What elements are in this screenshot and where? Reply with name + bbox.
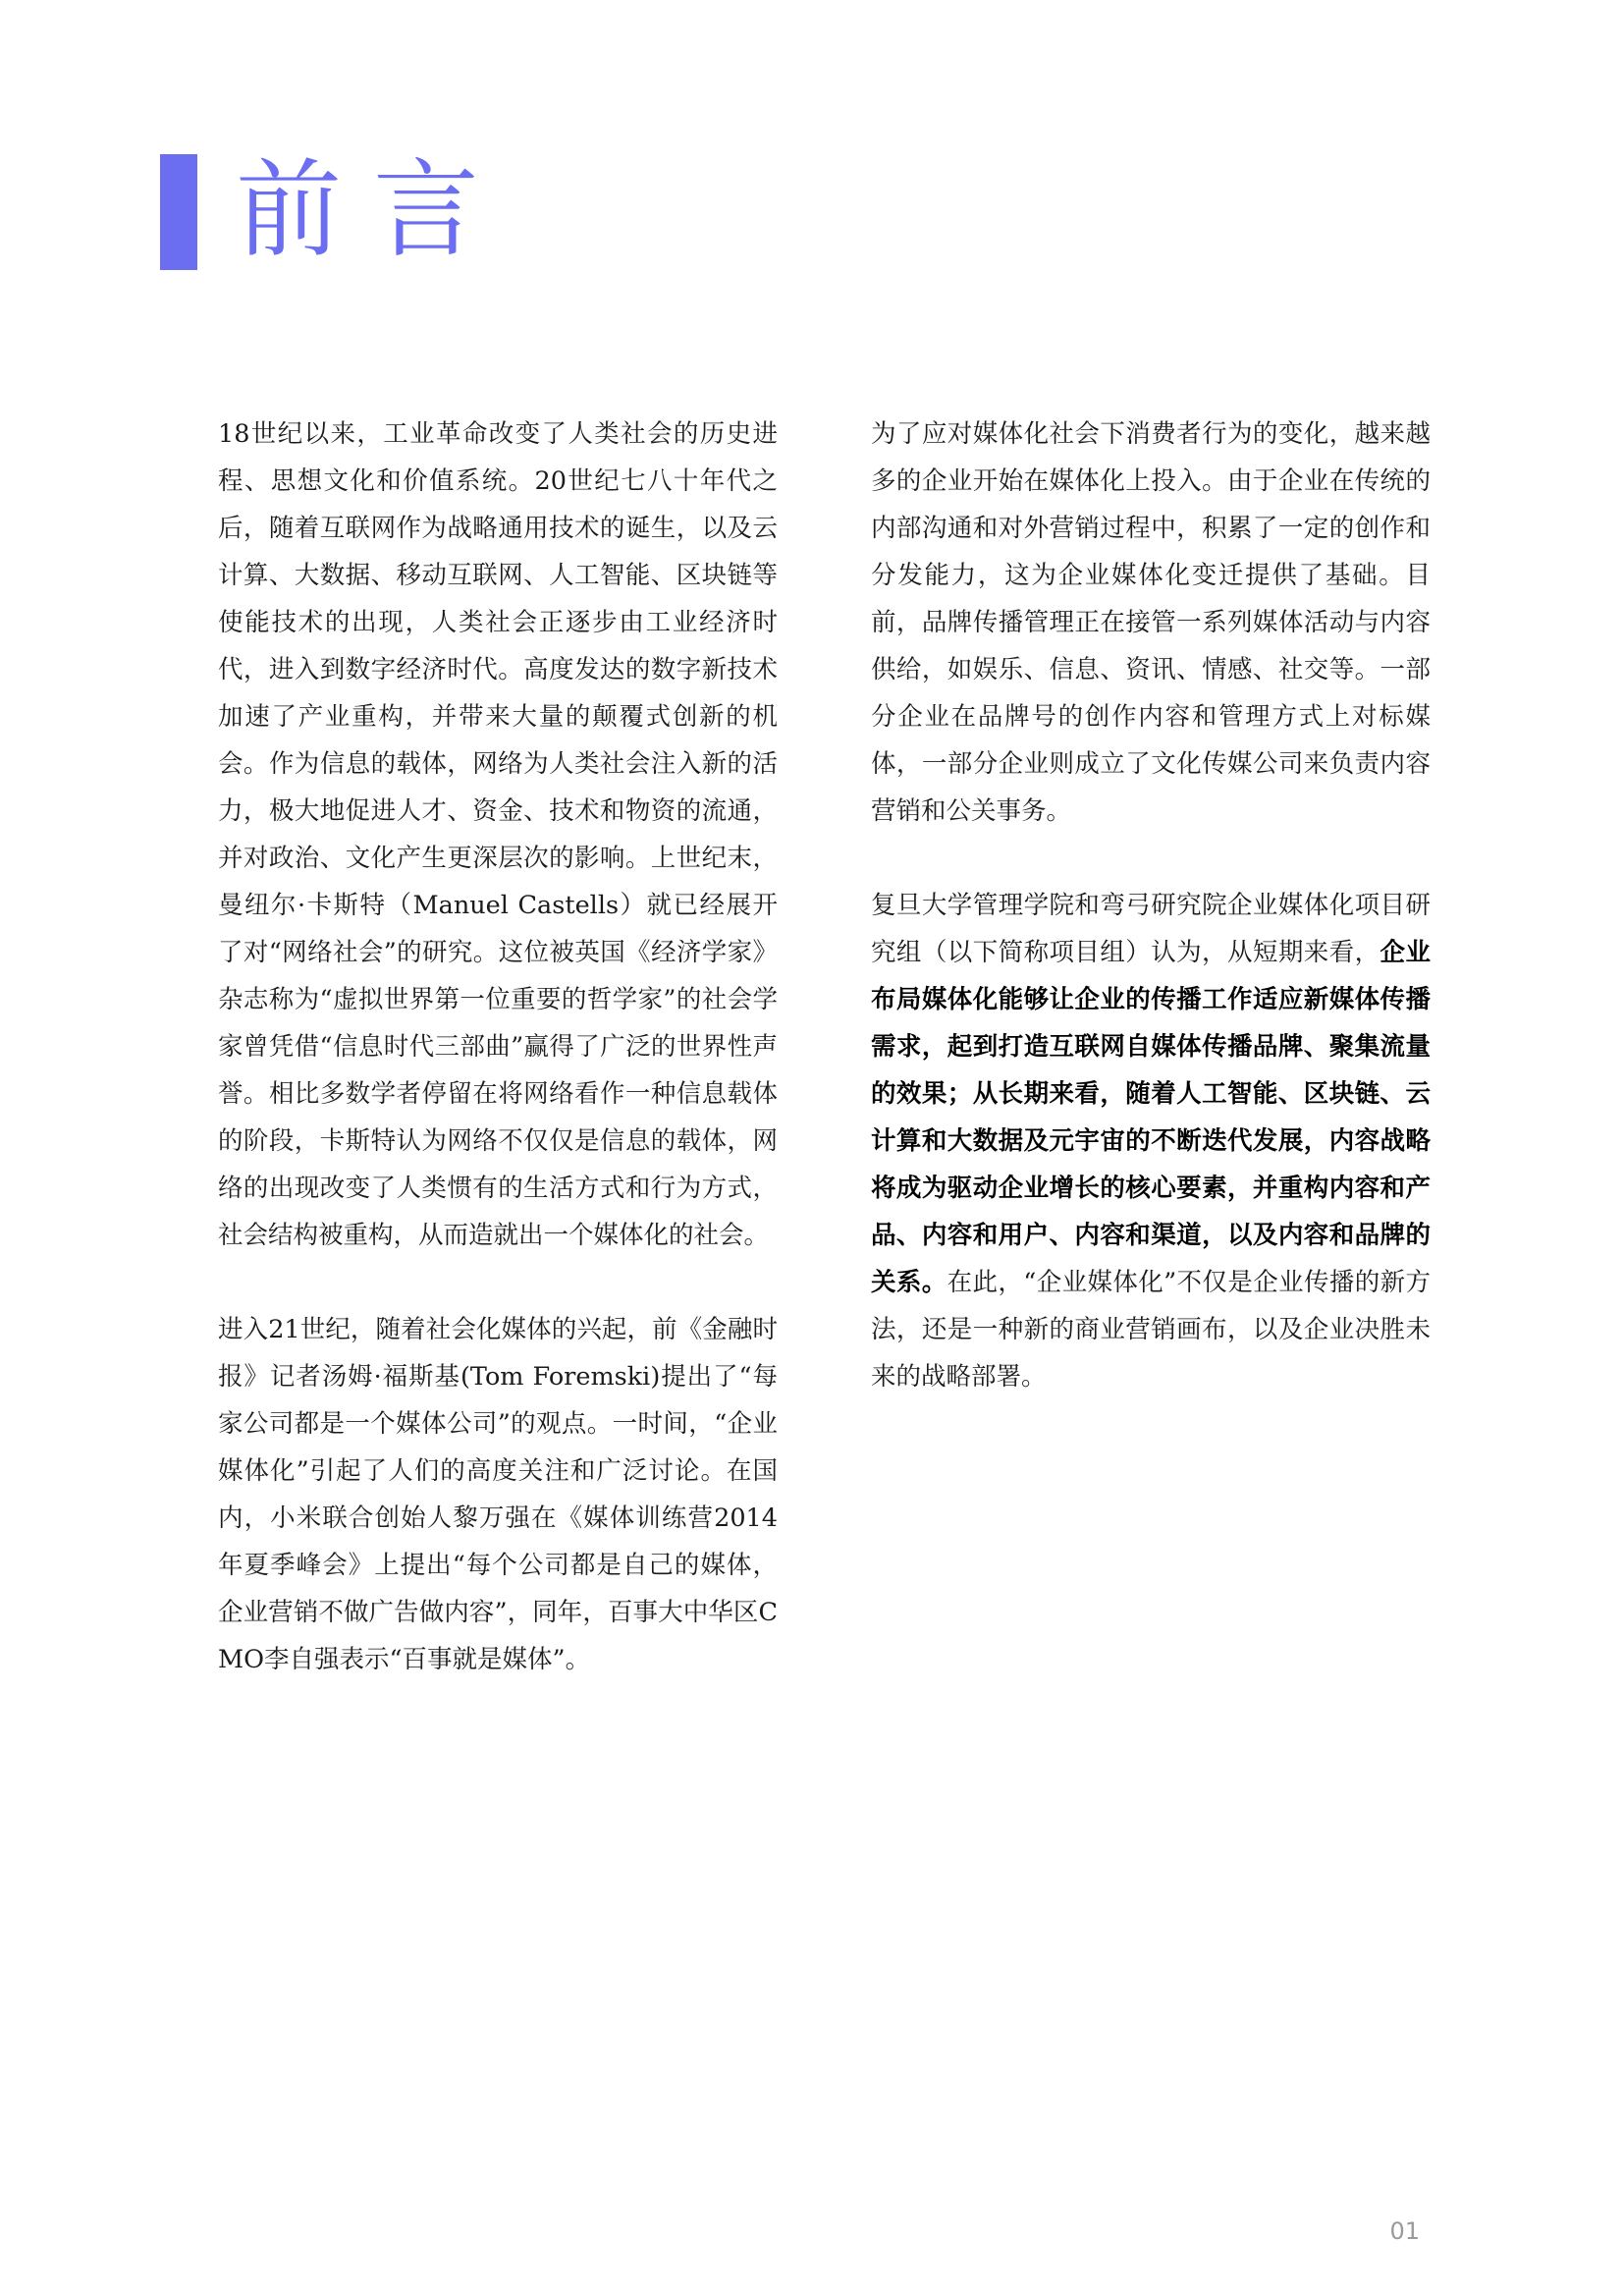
left-paragraph-2: 进入21世纪，随着社会化媒体的兴起，前《金融时报》记者汤姆·福斯基(Tom Foremski)提出了“每家公司都是一个媒体公司”的观点。一时间，“企业媒体化”引起了人们的高度关注和广泛讨论。在国内，小米联合创始人黎万强在《媒体训练营2014年夏季峰会》上提出“每个公司都是自己的媒体，企业营销不做广告做内容”，同年，百事大中华区CMO李自强表示“百事就是媒体”。 [218, 1315, 778, 1674]
right-paragraph-2-bold: 企业布局媒体化能够让企业的传播工作适应新媒体传播需求，起到打造互联网自媒体传播品牌、聚集流量的效果；从长期来看，随着人工智能、区块链、云计算和大数据及元宇宙的不断迭代发展，内容战略将成为驱动企业增长的核心要素，并重构内容和产品、内容和用户、内容和渠道，以及内容和品牌的关系。 [871, 938, 1431, 1297]
right-paragraph-2 [871, 882, 1431, 1400]
right-paragraph-2-intro: 复旦大学管理学院和弯弓研究院企业媒体化项目研究组（以下简称项目组）认为，从短期来看， [871, 891, 1431, 967]
right-column [871, 410, 1431, 1448]
right-paragraph-2-outro: 在此，“企业媒体化”不仅是企业传播的新方法，还是一种新的商业营销画布，以及企业决胜未来的战略部署。 [871, 1268, 1431, 1392]
title-accent-bar [160, 154, 197, 270]
page-title: 前言 [236, 149, 512, 272]
left-paragraph-1: 18世纪以来，工业革命改变了人类社会的历史进程、思想文化和价值系统。20世纪七八十年代之后，随着互联网作为战略通用技术的诞生，以及云计算、大数据、移动互联网、人工智能、区块链等使能技术的出现，人类社会正逐步由工业经济时代，进入到数字经济时代。高度发达的数字新技术加速了产业重构，并带来大量的颠覆式创新的机会。作为信息的载体，网络为人类社会注入新的活力，极大地促进人才、资金、技术和物资的流通，并对政治、文化产生更深层次的影响。上世纪末，曼纽尔·卡斯特（Manuel Castells）就已经展开了对“网络社会”的研究。这位被英国《经济学家》杂志称为“虚拟世界第一位重要的哲学家”的社会学家曾凭借“信息时代三部曲”赢得了广泛的世界性声誉。相比多数学者停留在将网络看作一种信息载体的阶段，卡斯特认为网络不仅仅是信息的载体，网络的出现改变了人类惯有的生活方式和行为方式，社会结构被重构，从而造就出一个媒体化的社会。 [218, 419, 778, 1250]
left-column [218, 410, 778, 1730]
right-paragraph-1: 为了应对媒体化社会下消费者行为的变化，越来越多的企业开始在媒体化上投入。由于企业在传统的内部沟通和对外营销过程中，积累了一定的创作和分发能力，这为企业媒体化变迁提供了基础。目前，品牌传播管理正在接管一系列媒体活动与内容供给，如娱乐、信息、资讯、情感、社交等。一部分企业在品牌号的创作内容和管理方式上对标媒体，一部分企业则成立了文化传媒公司来负责内容营销和公关事务。 [871, 419, 1431, 826]
page-number: 01 [1389, 2217, 1420, 2245]
